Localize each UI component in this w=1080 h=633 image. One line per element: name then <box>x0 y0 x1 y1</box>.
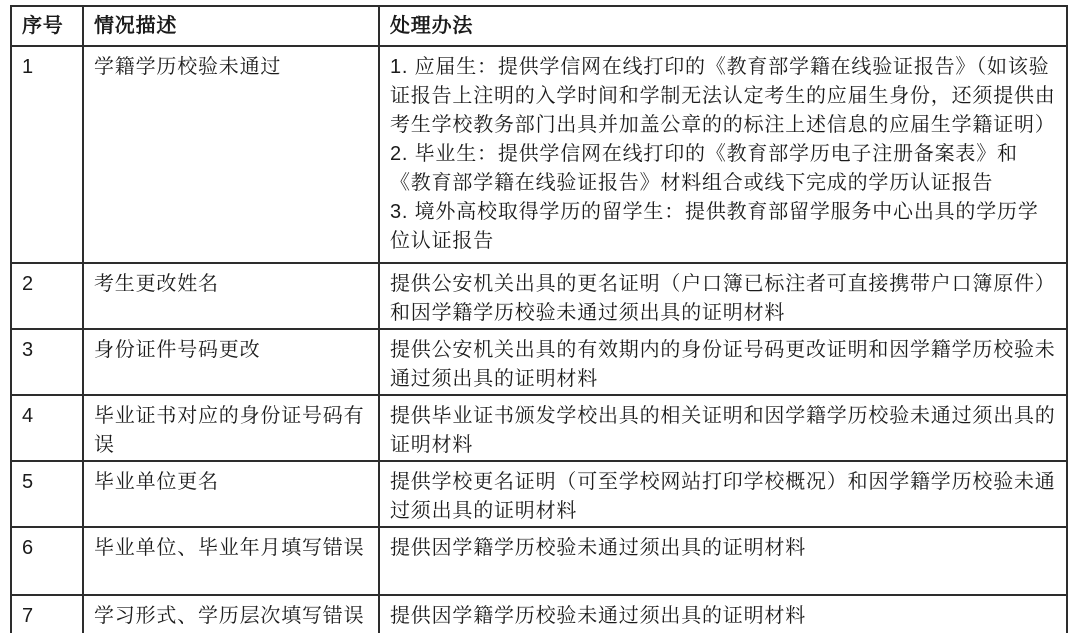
situation-cell: 考生更改姓名 <box>83 263 379 329</box>
table-row <box>11 595 1067 633</box>
method-paragraph: 1. 应届生：提供学信网在线打印的《教育部学籍在线验证报告》（如该验证报告上注明的入学时间和学制无法认定考生的应届生身份，还须提供由考生学校教务部门出具并加盖公章的的标注上述信息的应届生学籍证明） <box>390 56 1056 136</box>
situation-handling-table <box>10 5 1068 633</box>
method-cell <box>379 46 1067 263</box>
serial-number-cell: 3 <box>11 329 83 395</box>
table-row <box>11 461 1067 527</box>
table-header-row <box>11 6 1067 46</box>
serial-number-cell: 5 <box>11 461 83 527</box>
table-row <box>11 329 1067 395</box>
method-cell <box>379 395 1067 461</box>
method-paragraph: 提供公安机关出具的有效期内的身份证号码更改证明和因学籍学历校验未通过须出具的证明材料 <box>390 339 1056 390</box>
situation-cell: 毕业单位、毕业年月填写错误 <box>83 527 379 595</box>
header-handling-method: 处理办法 <box>379 6 1067 46</box>
method-paragraph: 提供因学籍学历校验未通过须出具的证明材料 <box>390 537 806 559</box>
method-cell <box>379 595 1067 633</box>
method-cell <box>379 263 1067 329</box>
header-situation-description: 情况描述 <box>83 6 379 46</box>
method-paragraph: 2. 毕业生：提供学信网在线打印的《教育部学历电子注册备案表》和《教育部学籍在线验证报告》材料组合或线下完成的学历认证报告 <box>390 143 1018 194</box>
method-cell <box>379 329 1067 395</box>
method-cell <box>379 461 1067 527</box>
method-paragraph: 提供因学籍学历校验未通过须出具的证明材料 <box>390 605 806 627</box>
situation-cell: 学籍学历校验未通过 <box>83 46 379 263</box>
method-paragraph: 提供毕业证书颁发学校出具的相关证明和因学籍学历校验未通过须出具的证明材料 <box>390 405 1056 456</box>
method-paragraph: 3. 境外高校取得学历的留学生：提供教育部留学服务中心出具的学历学位认证报告 <box>390 201 1039 252</box>
situation-cell: 身份证件号码更改 <box>83 329 379 395</box>
serial-number-cell: 4 <box>11 395 83 461</box>
method-cell <box>379 527 1067 595</box>
situation-cell: 毕业单位更名 <box>83 461 379 527</box>
table-row <box>11 46 1067 263</box>
serial-number-cell: 2 <box>11 263 83 329</box>
table-row <box>11 395 1067 461</box>
serial-number-cell: 6 <box>11 527 83 595</box>
table-row <box>11 263 1067 329</box>
situation-cell: 学习形式、学历层次填写错误 <box>83 595 379 633</box>
situation-cell: 毕业证书对应的身份证号码有误 <box>83 395 379 461</box>
method-paragraph: 提供公安机关出具的更名证明（户口簿已标注者可直接携带户口簿原件）和因学籍学历校验未通过须出具的证明材料 <box>390 273 1056 324</box>
header-serial-number: 序号 <box>11 6 83 46</box>
serial-number-cell: 7 <box>11 595 83 633</box>
serial-number-cell: 1 <box>11 46 83 263</box>
method-paragraph: 提供学校更名证明（可至学校网站打印学校概况）和因学籍学历校验未通过须出具的证明材料 <box>390 471 1056 522</box>
table-row <box>11 527 1067 595</box>
